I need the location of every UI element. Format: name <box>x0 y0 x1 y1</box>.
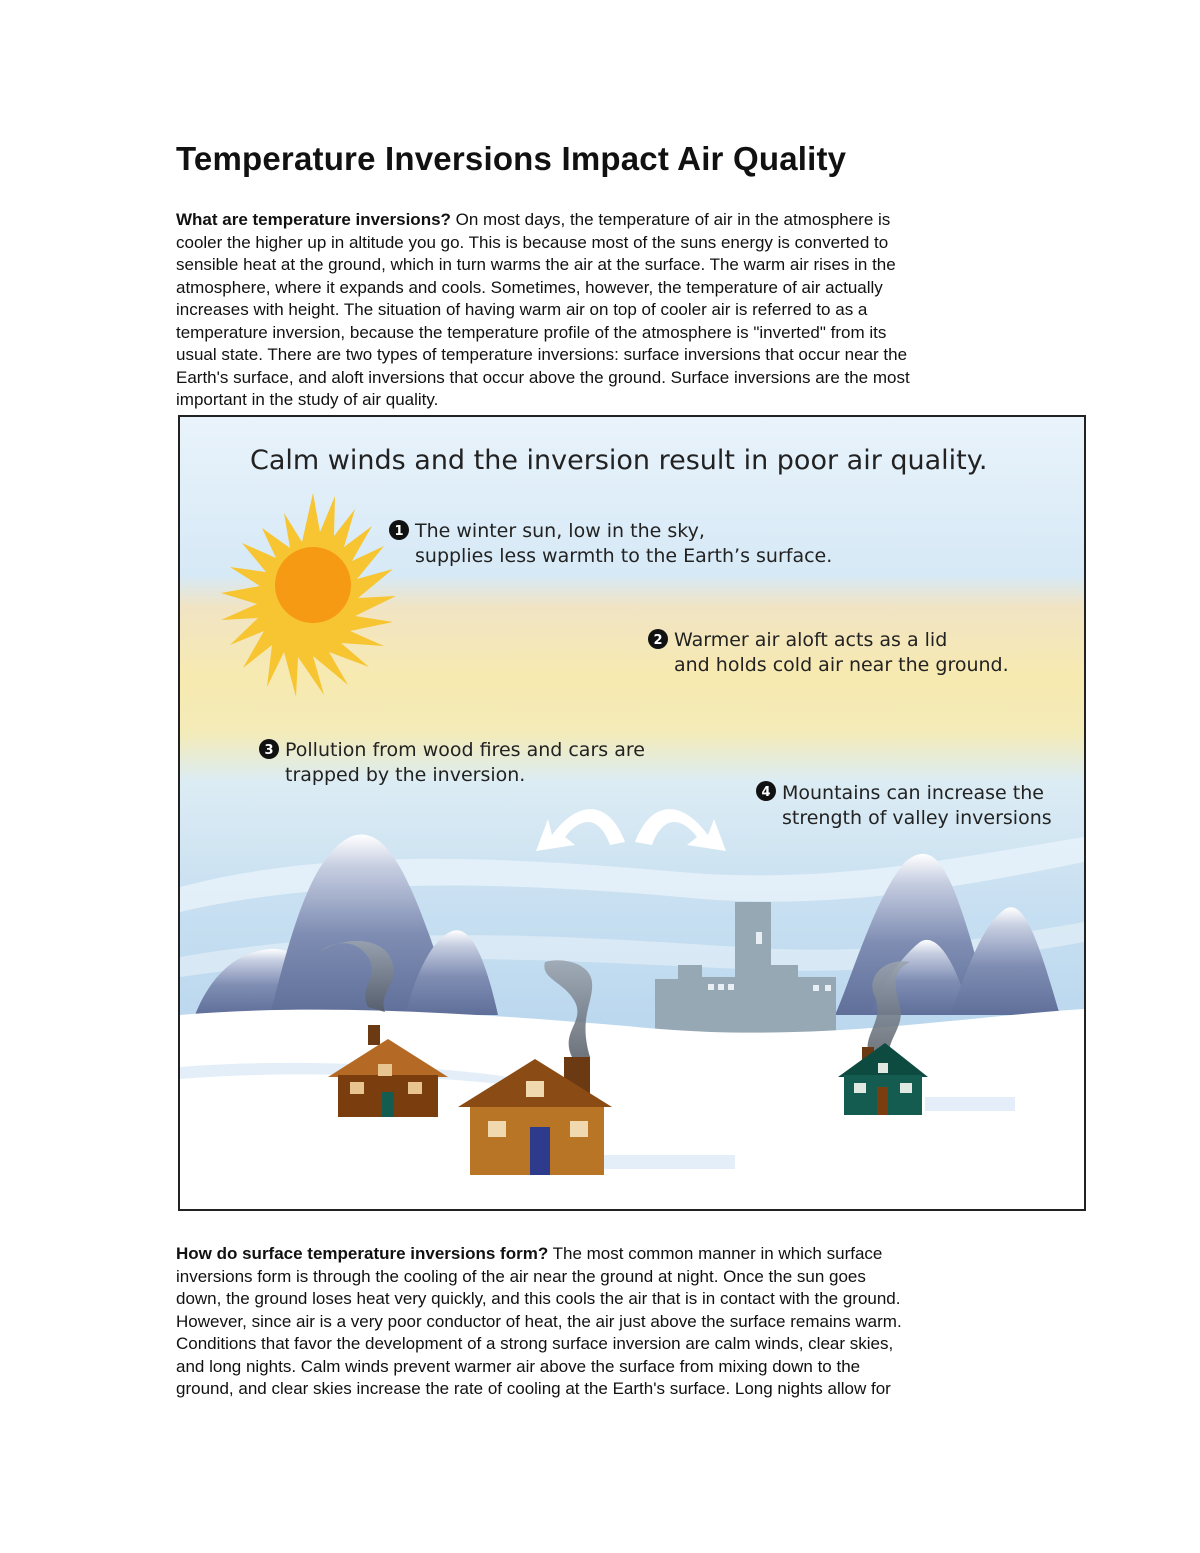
paragraph-text: On most days, the temperature of air in the atmosphere is <box>450 210 891 229</box>
paragraph-line: inversions form is through the cooling of the air near the ground at night. Once the sun goes <box>176 1266 866 1286</box>
paragraph-line: temperature inversion, because the temperature profile of the atmosphere is "inverted" from its <box>176 322 887 342</box>
inversion-illustration <box>178 415 1086 1211</box>
paragraph-line: Conditions that favor the development of a strong surface inversion are calm winds, clear skies, <box>176 1334 894 1353</box>
paragraph-line: ground, and clear skies increase the rate of cooling at the Earth's surface. Long nights allow for <box>176 1379 891 1398</box>
paragraph-line: down, the ground loses heat very quickly, and this cools the air that is in contact with the ground. <box>176 1289 901 1308</box>
paragraph-text: The most common manner in which surface <box>548 1244 883 1263</box>
paragraph-line: increases with height. The situation of having warm air on top of cooler air is referred to as a <box>176 300 868 319</box>
paragraph-line: However, since air is a very poor conductor of heat, the air just above the surface remains warm. <box>176 1311 902 1331</box>
callout-number: 3 <box>264 743 274 758</box>
callout-text-line: and holds cold air near the ground. <box>674 654 1009 676</box>
callout-text-line: The winter sun, low in the sky, <box>415 520 705 542</box>
callout-number: 4 <box>761 785 771 800</box>
paragraph-line: atmosphere, where it expands and cools. Sometimes, however, the temperature of air actually <box>176 277 883 297</box>
callout-number: 2 <box>653 633 663 648</box>
callout-text-line: Pollution from wood fires and cars are <box>285 739 645 761</box>
callout-text-line: Mountains can increase the <box>782 782 1044 804</box>
callout-number: 1 <box>394 524 404 539</box>
illustration-heading: Calm winds and the inversion result in poor air quality. <box>250 445 988 476</box>
paragraph-line: important in the study of air quality. <box>176 390 439 409</box>
paragraph-how-inversions-form <box>176 1243 1036 1401</box>
callout-text-line: supplies less warmth to the Earth’s surface. <box>415 545 833 567</box>
paragraph-line: sensible heat at the ground, which in turn warms the air at the surface. The warm air rises in the <box>176 255 896 274</box>
page-title: Temperature Inversions Impact Air Quality <box>176 140 847 177</box>
paragraph-line: usual state. There are two types of temperature inversions: surface inversions that occur near the <box>176 345 908 364</box>
paragraph-line <box>176 209 1036 232</box>
callout-text-line: Warmer air aloft acts as a lid <box>674 629 948 651</box>
paragraph-lead: What are temperature inversions? <box>176 210 451 229</box>
paragraph-lead: How do surface temperature inversions form? <box>176 1244 549 1263</box>
paragraph-line <box>176 1243 1036 1266</box>
paragraph-line: and long nights. Calm winds prevent warmer air above the surface from mixing down to the <box>176 1356 861 1376</box>
paragraph-line: Earth's surface, and aloft inversions that occur above the ground. Surface inversions are the most <box>176 367 910 387</box>
paragraph-what-are-inversions <box>176 209 1036 412</box>
paragraph-line: cooler the higher up in altitude you go. This is because most of the suns energy is converted to <box>176 232 889 252</box>
callout-text-line: strength of valley inversions <box>782 807 1052 829</box>
callout-text-line: trapped by the inversion. <box>285 764 526 786</box>
illustration-canvas <box>180 417 1084 1209</box>
